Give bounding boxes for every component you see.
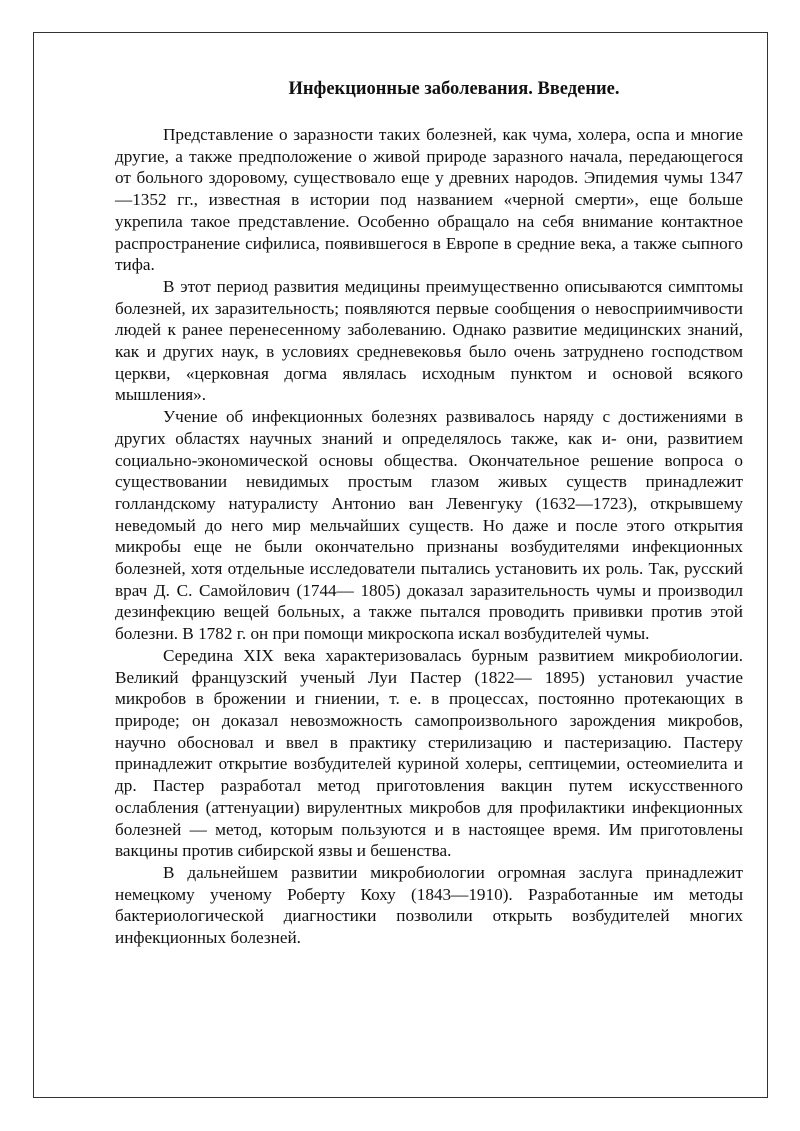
document-title: Инфекционные заболевания. Введение. <box>288 79 620 99</box>
paragraph-5: В дальнейшем развитии микробиологии огромная заслуга принадлежит немецкому ученому Роберту Коху (1843—1910). Разработанные им методы бактериологической диагностики позволили открыть возбудителей многих инфекционных болезней. <box>115 862 743 948</box>
document-body <box>115 78 743 949</box>
paragraph-1: Представление о заразности таких болезней, как чума, холера, оспа и многие другие, а также предположение о живой природе заразного начала, передающегося от больного здоровому, существовало еще у древних народов. Эпидемия чумы 1347—1352 гг., известная в истории под названием «черной смерти», еще больше укрепила такое представление. Особенно обращало на себя внимание контактное распространение сифилиса, появившегося в Европе в средние века, а также сыпного тифа. <box>115 125 743 275</box>
paragraph-3: Учение об инфекционных болезнях развивалось наряду с достижениями в других областях научных знаний и определялось также, как и- они, развитием социально-экономической основы общества. Окончательное решение вопроса о существовании невидимых простым глазом живых существ принадлежит голландскому натуралисту Антонио ван Левенгуку (1632—1723), открывшему неведомый до него мир мельчайших существ. Но даже и после этого открытия микробы еще не были окончательно признаны возбудителями инфекционных болезней, хотя отдельные исследователи пытались установить их роль. Так, русский врач Д. С. Самойлович (1744— 1805) доказал заразительность чумы и производил дезинфекцию вещей больных, а также пытался проводить прививки против этой болезни. В 1782 г. он при помощи микроскопа искал возбудителей чумы. <box>115 407 743 644</box>
paragraph-2: В этот период развития медицины преимущественно описываются симптомы болезней, их заразительность; появляются первые сообщения о невосприимчивости людей к ранее перенесенному заболеванию. Однако развитие медицинских знаний, как и других наук, в условиях средневековья было очень затруднено господством церкви, «церковная догма являлась исходным пунктом и основой всякого мышления». <box>115 276 743 405</box>
paragraph-4: Середина XIX века характеризовалась бурным развитием микробиологии. Великий французский ученый Луи Пастер (1822— 1895) установил участие микробов в брожении и гниении, т. е. в процессах, постоянно протекающих в природе; он доказал невозможность самопроизвольного зарождения микробов, научно обосновал и ввел в практику стерилизацию и пастеризацию. Пастеру принадлежит открытие возбудителей куриной холеры, септицемии, остеомиелита и др. Пастер разработал метод приготовления вакцин путем искусственного ослабления (аттенуации) вирулентных микробов для профилактики инфекционных болезней — метод, которым пользуются и в настоящее время. Им приготовлены вакцины против сибирской язвы и бешенства. <box>115 645 743 861</box>
